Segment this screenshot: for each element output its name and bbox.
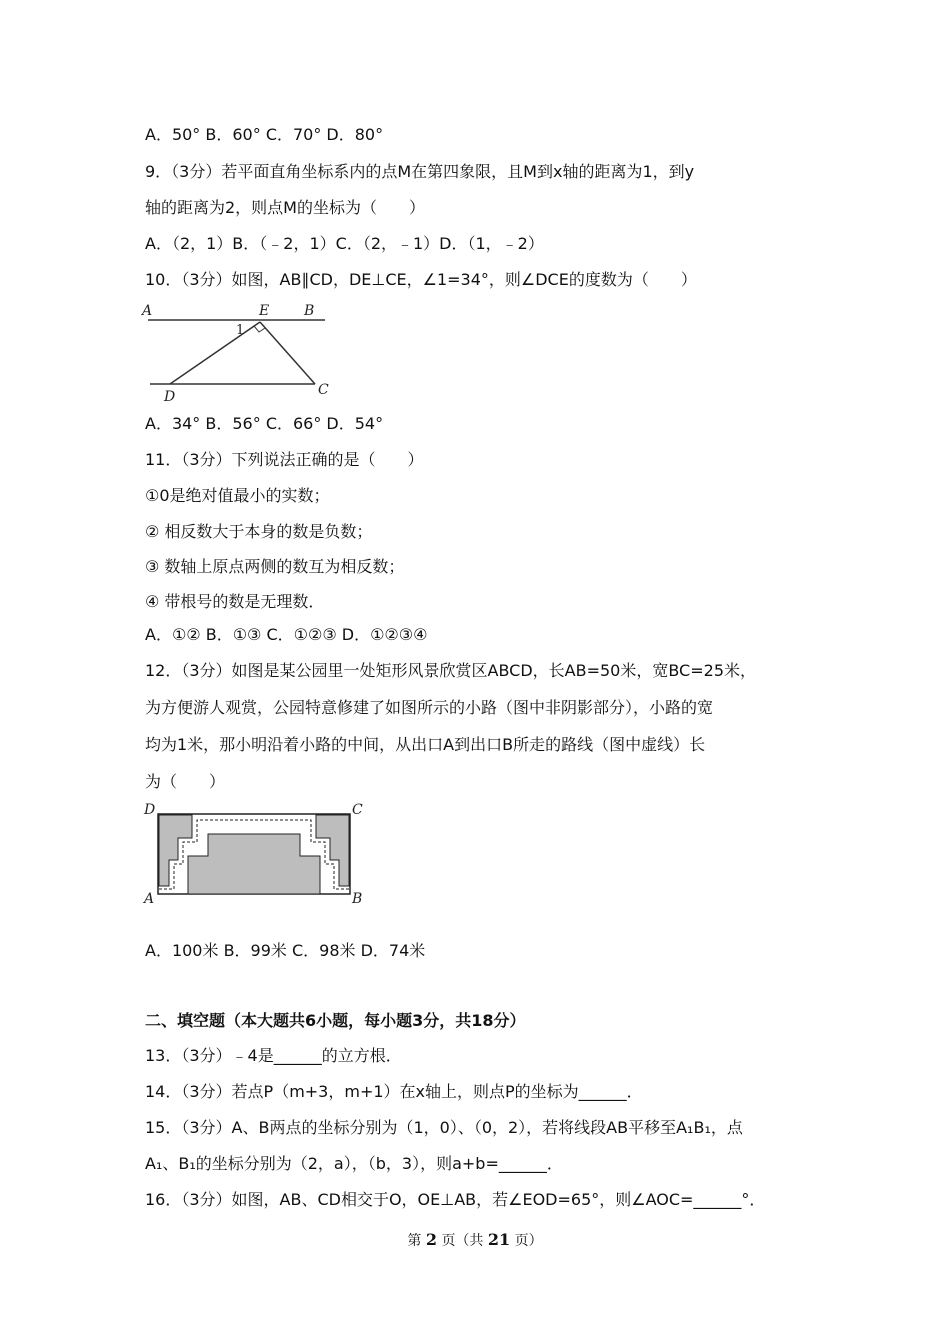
q12-stem-line2: 为方便游人观赏，公园特意修建了如图所示的小路（图中非阴影部分），小路的宽 bbox=[145, 698, 714, 717]
label-c: C bbox=[352, 802, 363, 818]
q11-statement-1: ①0是绝对值最小的实数； bbox=[145, 486, 330, 505]
footer-mid: 页（共 bbox=[441, 1233, 484, 1249]
shaded-right bbox=[316, 815, 349, 886]
label-e: E bbox=[259, 303, 270, 319]
label-c: C bbox=[318, 382, 329, 398]
q14: 14．（3分）若点P（m+3，m+1）在x轴上，则点P的坐标为______． bbox=[145, 1082, 643, 1101]
label-d: D bbox=[164, 389, 176, 405]
q16: 16．（3分）如图，AB、CD相交于O，OE⊥AB，若∠EOD=65°，则∠AOC=______°． bbox=[145, 1190, 766, 1209]
q10-figure bbox=[140, 300, 340, 405]
q15-line2: A₁、B₁的坐标分别为（2，a），（b，3），则a+b=______． bbox=[145, 1154, 563, 1173]
segment-ec bbox=[260, 322, 315, 384]
q11-statement-4: ④ 带根号的数是无理数． bbox=[145, 592, 325, 611]
label-b: B bbox=[352, 891, 363, 907]
label-a: A bbox=[144, 891, 155, 907]
segment-de bbox=[170, 322, 260, 384]
q11-options: A．①② B．①③ C．①②③ D．①②③④ bbox=[145, 625, 428, 644]
q12-stem-line1: 12．（3分）如图是某公园里一处矩形风景欣赏区ABCD，长AB=50米，宽BC=25米， bbox=[145, 661, 756, 680]
label-a: A bbox=[142, 303, 153, 319]
footer-post: 页） bbox=[514, 1233, 543, 1249]
q13: 13．（3分）﹣4是______的立方根． bbox=[145, 1046, 402, 1065]
q12-stem-line4: 为（ ） bbox=[145, 772, 226, 791]
q12-stem-line3: 均为1米，那小明沿着小路的中间，从出口A到出口B所走的路线（图中虚线）长 bbox=[145, 735, 706, 754]
q9-stem-line2: 轴的距离为2，则点M的坐标为（ ） bbox=[145, 198, 425, 217]
label-d: D bbox=[144, 802, 156, 818]
footer-total-pages: 21 bbox=[487, 1230, 511, 1249]
q10-stem: 10．（3分）如图，AB∥CD，DE⊥CE，∠1=34°，则∠DCE的度数为（ ） bbox=[145, 270, 697, 289]
q8-options: A．50° B．60° C．70° D．80° bbox=[145, 125, 384, 144]
shaded-left bbox=[159, 815, 192, 886]
label-angle-1: 1 bbox=[236, 323, 245, 338]
q12-options: A．100米 B．99米 C．98米 D．74米 bbox=[145, 941, 426, 960]
section-heading: 二、填空题（本大题共6小题，每小题3分，共18分） bbox=[145, 1011, 526, 1030]
footer-pre: 第 bbox=[407, 1233, 422, 1249]
label-b: B bbox=[304, 303, 315, 319]
q9-stem-line1: 9．（3分）若平面直角坐标系内的点M在第四象限，且M到x轴的距离为1，到y bbox=[145, 162, 695, 181]
q12-figure bbox=[140, 800, 370, 910]
page-footer bbox=[0, 1230, 950, 1250]
footer-page-number: 2 bbox=[425, 1230, 437, 1249]
q11-statement-3: ③ 数轴上原点两侧的数互为相反数； bbox=[145, 557, 405, 576]
shaded-center bbox=[188, 834, 320, 894]
q15-line1: 15．（3分）A、B两点的坐标分别为（1，0）、（0，2），若将线段AB平移至A₁B₁，点 bbox=[145, 1118, 743, 1137]
q9-options: A．（2，1）B．（﹣2，1）C．（2，﹣1）D．（1，﹣2） bbox=[145, 234, 544, 253]
q11-stem: 11．（3分）下列说法正确的是（ ） bbox=[145, 450, 424, 469]
q10-options: A．34° B．56° C．66° D．54° bbox=[145, 414, 384, 433]
q11-statement-2: ② 相反数大于本身的数是负数； bbox=[145, 522, 373, 541]
